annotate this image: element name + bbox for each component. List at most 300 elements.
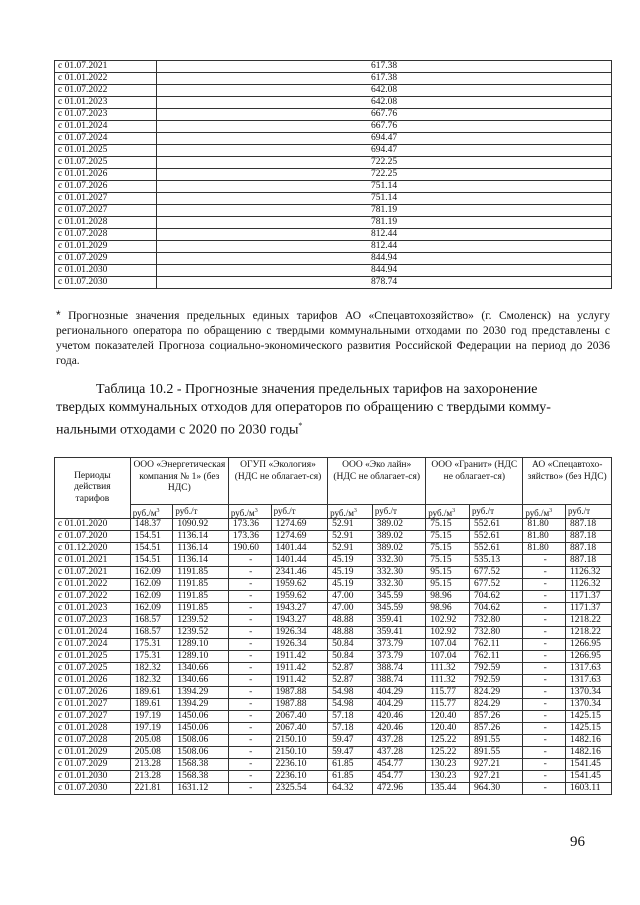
- tariff-value-cell: 1171.37: [566, 603, 612, 615]
- tariff-value-cell: -: [228, 651, 271, 663]
- tariff-value-cell: 52.91: [328, 519, 373, 531]
- tariff-value-cell: 1541.45: [566, 759, 612, 771]
- period-cell: с 01.01.2020: [55, 519, 131, 531]
- period-cell: с 01.07.2021: [55, 61, 157, 73]
- tariff-value-cell: 781.19: [157, 205, 612, 217]
- tariff-value-cell: 1126.32: [566, 567, 612, 579]
- period-cell: с 01.01.2029: [55, 747, 131, 759]
- table-row: [55, 687, 612, 699]
- tariff-value-cell: 2236.10: [271, 759, 328, 771]
- tariff-value-cell: 927.21: [470, 759, 523, 771]
- table-row: [55, 699, 612, 711]
- tariff-value-cell: 1191.85: [173, 591, 228, 603]
- tariff-value-cell: 1401.44: [271, 555, 328, 567]
- tariff-value-cell: 162.09: [130, 603, 173, 615]
- table-row: [55, 97, 612, 109]
- tariff-value-cell: 64.32: [328, 783, 373, 795]
- table-row: [55, 627, 612, 639]
- tariff-value-cell: 81.80: [523, 543, 566, 555]
- tariff-value-cell: 1911.42: [271, 675, 328, 687]
- tariff-value-cell: 857.26: [470, 723, 523, 735]
- tariff-value-cell: -: [228, 759, 271, 771]
- tariff-value-cell: 373.79: [372, 651, 425, 663]
- tariff-value-cell: 57.18: [328, 723, 373, 735]
- tariff-value-cell: 59.47: [328, 747, 373, 759]
- tariff-value-cell: -: [228, 687, 271, 699]
- tariff-value-cell: -: [523, 567, 566, 579]
- tariff-value-cell: 81.80: [523, 519, 566, 531]
- period-cell: с 01.01.2025: [55, 651, 131, 663]
- tariff-value-cell: -: [228, 555, 271, 567]
- tariff-value-cell: -: [523, 783, 566, 795]
- table-row: [55, 205, 612, 217]
- tariff-value-cell: -: [228, 771, 271, 783]
- tariff-value-cell: 173.36: [228, 519, 271, 531]
- tariff-value-cell: 857.26: [470, 711, 523, 723]
- tariff-value-cell: 389.02: [372, 543, 425, 555]
- tariff-value-cell: 420.46: [372, 711, 425, 723]
- caption-line-1: Таблица 10.2 - Прогнозные значения предельных тарифов на захоронение: [96, 382, 538, 397]
- tariff-value-cell: -: [228, 627, 271, 639]
- tariff-value-cell: 197.19: [130, 723, 173, 735]
- period-cell: с 01.07.2025: [55, 663, 131, 675]
- table-row: [55, 109, 612, 121]
- tariff-value-cell: 677.52: [470, 579, 523, 591]
- tariff-value-cell: 102.92: [426, 615, 470, 627]
- tariff-value-cell: 54.98: [328, 687, 373, 699]
- tariff-value-cell: 1959.62: [271, 579, 328, 591]
- period-cell: с 01.01.2024: [55, 121, 157, 133]
- table-row: [55, 61, 612, 73]
- period-cell: с 01.07.2026: [55, 181, 157, 193]
- tariff-value-cell: 1987.88: [271, 699, 328, 711]
- period-cell: с 01.01.2026: [55, 675, 131, 687]
- table-row: [55, 591, 612, 603]
- tariff-value-cell: 388.74: [372, 675, 425, 687]
- tariff-value-cell: -: [523, 603, 566, 615]
- tariff-value-cell: 1394.29: [173, 687, 228, 699]
- period-cell: с 01.01.2030: [55, 265, 157, 277]
- table-row: [55, 543, 612, 555]
- tariff-value-cell: 1274.69: [271, 531, 328, 543]
- tariff-value-cell: 824.29: [470, 687, 523, 699]
- period-cell: с 01.07.2021: [55, 567, 131, 579]
- tariff-value-cell: 1266.95: [566, 651, 612, 663]
- tariff-value-cell: 844.94: [157, 265, 612, 277]
- tariff-value-cell: 182.32: [130, 663, 173, 675]
- footnote-text: Прогнозные значения предельных единых тарифов АО «Спецавтохозяйство» (г. Смоленск) на услугу регионального оператора по обращению с твердыми коммунальными отходами по 2030 год представлены с учетом показателей Прогноза социально-экономического развития Российской Федерации на период до 2036 года.: [56, 310, 610, 367]
- tariff-value-cell: 197.19: [130, 711, 173, 723]
- tariff-value-cell: 732.80: [470, 627, 523, 639]
- tariff-value-cell: 162.09: [130, 579, 173, 591]
- period-cell: с 01.07.2023: [55, 109, 157, 121]
- tariff-value-cell: 148.37: [130, 519, 173, 531]
- tariff-value-cell: 98.96: [426, 591, 470, 603]
- tariff-value-cell: 762.11: [470, 639, 523, 651]
- tariff-value-cell: 891.55: [470, 735, 523, 747]
- tariff-value-cell: 1943.27: [271, 615, 328, 627]
- tariff-value-cell: -: [228, 723, 271, 735]
- tariff-value-cell: 1926.34: [271, 627, 328, 639]
- period-cell: с 01.07.2020: [55, 531, 131, 543]
- tariff-value-cell: 54.98: [328, 699, 373, 711]
- table-row: [55, 735, 612, 747]
- tariff-value-cell: 47.00: [328, 603, 373, 615]
- tariff-value-cell: 824.29: [470, 699, 523, 711]
- tariff-value-cell: 667.76: [157, 121, 612, 133]
- upper-tariff-table: [54, 60, 612, 289]
- tariff-value-cell: 57.18: [328, 711, 373, 723]
- unit-rub-per-ton: руб./т: [470, 505, 523, 519]
- period-cell: с 01.07.2028: [55, 735, 131, 747]
- tariff-value-cell: 75.15: [426, 543, 470, 555]
- table-row: [55, 181, 612, 193]
- table-row: [55, 555, 612, 567]
- period-cell: с 01.01.2027: [55, 193, 157, 205]
- tariff-value-cell: 404.29: [372, 699, 425, 711]
- table-row: [55, 169, 612, 181]
- tariff-value-cell: 48.88: [328, 615, 373, 627]
- period-cell: с 01.07.2029: [55, 253, 157, 265]
- tariff-value-cell: -: [228, 579, 271, 591]
- unit-rub-per-ton: руб./т: [372, 505, 425, 519]
- period-cell: с 01.07.2022: [55, 85, 157, 97]
- table-row: [55, 519, 612, 531]
- tariff-value-cell: 135.44: [426, 783, 470, 795]
- tariff-value-cell: 75.15: [426, 519, 470, 531]
- tariff-value-cell: 52.87: [328, 675, 373, 687]
- table-row: [55, 759, 612, 771]
- tariff-value-cell: -: [228, 663, 271, 675]
- table-row: [55, 85, 612, 97]
- group-header-energy-company: ООО «Энергетическая компания № 1» (без НДС): [130, 458, 228, 505]
- tariff-value-cell: -: [228, 615, 271, 627]
- tariff-value-cell: 1482.16: [566, 735, 612, 747]
- group-header-eko-line: ООО «Эко лайн» (НДС не облагает-ся): [328, 458, 426, 505]
- tariff-value-cell: 1317.63: [566, 675, 612, 687]
- tariff-value-cell: 75.15: [426, 531, 470, 543]
- tariff-value-cell: 1425.15: [566, 723, 612, 735]
- tariff-value-cell: 388.74: [372, 663, 425, 675]
- tariff-value-cell: 2067.40: [271, 723, 328, 735]
- tariff-value-cell: 50.84: [328, 639, 373, 651]
- tariff-value-cell: -: [228, 675, 271, 687]
- tariff-value-cell: 111.32: [426, 675, 470, 687]
- table-row: [55, 193, 612, 205]
- tariff-value-cell: 404.29: [372, 687, 425, 699]
- tariff-value-cell: 373.79: [372, 639, 425, 651]
- tariff-value-cell: 1171.37: [566, 591, 612, 603]
- table-row: [55, 121, 612, 133]
- table-row: [55, 603, 612, 615]
- tariff-value-cell: 1218.22: [566, 627, 612, 639]
- period-cell: с 01.01.2028: [55, 723, 131, 735]
- tariff-value-cell: -: [523, 615, 566, 627]
- tariff-value-cell: 2325.54: [271, 783, 328, 795]
- tariff-value-cell: 345.59: [372, 591, 425, 603]
- unit-rub-per-m3: $руб./м^3$: [523, 505, 566, 519]
- tariff-value-cell: 81.80: [523, 531, 566, 543]
- tariff-value-cell: 1603.11: [566, 783, 612, 795]
- tariff-value-cell: -: [228, 711, 271, 723]
- tariff-value-cell: 677.52: [470, 567, 523, 579]
- tariff-value-cell: 1394.29: [173, 699, 228, 711]
- period-cell: с 01.01.2030: [55, 771, 131, 783]
- table-row: [55, 133, 612, 145]
- period-cell: с 01.07.2024: [55, 133, 157, 145]
- period-cell: с 01.07.2029: [55, 759, 131, 771]
- tariff-value-cell: 175.31: [130, 639, 173, 651]
- tariff-value-cell: -: [523, 627, 566, 639]
- table-row: [55, 711, 612, 723]
- tariff-value-cell: 189.61: [130, 687, 173, 699]
- tariff-value-cell: 190.60: [228, 543, 271, 555]
- tariff-value-cell: 1090.92: [173, 519, 228, 531]
- tariff-value-cell: 722.25: [157, 169, 612, 181]
- tariff-value-cell: -: [523, 687, 566, 699]
- tariff-value-cell: -: [523, 771, 566, 783]
- tariff-value-cell: 162.09: [130, 591, 173, 603]
- tariff-value-cell: 168.57: [130, 627, 173, 639]
- tariff-value-cell: 52.91: [328, 543, 373, 555]
- tariff-value-cell: 1126.32: [566, 579, 612, 591]
- table-row: [55, 771, 612, 783]
- period-cell: с 01.01.2026: [55, 169, 157, 181]
- table-row: [55, 217, 612, 229]
- tariff-value-cell: 45.19: [328, 579, 373, 591]
- tariff-value-cell: 107.04: [426, 651, 470, 663]
- tariff-value-cell: -: [228, 747, 271, 759]
- tariff-value-cell: 617.38: [157, 61, 612, 73]
- tariff-value-cell: 2067.40: [271, 711, 328, 723]
- table-row: [55, 157, 612, 169]
- disposal-tariff-table: [54, 457, 612, 795]
- tariff-value-cell: 61.85: [328, 771, 373, 783]
- tariff-value-cell: 1289.10: [173, 651, 228, 663]
- tariff-value-cell: 1568.38: [173, 771, 228, 783]
- tariff-value-cell: 1239.52: [173, 615, 228, 627]
- tariff-value-cell: 1239.52: [173, 627, 228, 639]
- period-cell: с 01.01.2029: [55, 241, 157, 253]
- tariff-value-cell: 75.15: [426, 555, 470, 567]
- table-row: [55, 265, 612, 277]
- tariff-value-cell: -: [523, 747, 566, 759]
- caption-line-3: нальными отходами с 2020 по 2030 годы*: [56, 421, 303, 438]
- tariff-value-cell: 1289.10: [173, 639, 228, 651]
- tariff-value-cell: 1482.16: [566, 747, 612, 759]
- group-header-ekologiya: ОГУП «Экология» (НДС не облагает-ся): [228, 458, 327, 505]
- tariff-value-cell: 751.14: [157, 193, 612, 205]
- tariff-value-cell: 52.91: [328, 531, 373, 543]
- period-cell: с 01.07.2022: [55, 591, 131, 603]
- tariff-value-cell: 454.77: [372, 759, 425, 771]
- tariff-value-cell: 50.84: [328, 651, 373, 663]
- tariff-value-cell: 844.94: [157, 253, 612, 265]
- tariff-value-cell: 130.23: [426, 759, 470, 771]
- table-row: [55, 73, 612, 85]
- tariff-value-cell: 1340.66: [173, 663, 228, 675]
- group-header-row: [55, 458, 612, 505]
- period-cell: с 01.01.2022: [55, 579, 131, 591]
- tariff-value-cell: 812.44: [157, 229, 612, 241]
- tariff-value-cell: 762.11: [470, 651, 523, 663]
- tariff-value-cell: 1911.42: [271, 651, 328, 663]
- tariff-value-cell: 535.13: [470, 555, 523, 567]
- tariff-value-cell: 359.41: [372, 615, 425, 627]
- tariff-value-cell: 359.41: [372, 627, 425, 639]
- period-cell: с 01.07.2027: [55, 205, 157, 217]
- tariff-value-cell: 345.59: [372, 603, 425, 615]
- tariff-value-cell: 878.74: [157, 277, 612, 289]
- table-row: [55, 675, 612, 687]
- tariff-value-cell: -: [228, 591, 271, 603]
- table-row: [55, 615, 612, 627]
- tariff-value-cell: 1450.06: [173, 711, 228, 723]
- tariff-value-cell: 389.02: [372, 519, 425, 531]
- period-cell: с 01.01.2022: [55, 73, 157, 85]
- tariff-value-cell: 1218.22: [566, 615, 612, 627]
- tariff-value-cell: 154.51: [130, 543, 173, 555]
- tariff-value-cell: 45.19: [328, 567, 373, 579]
- unit-rub-per-m3: $руб./м^3$: [228, 505, 271, 519]
- tariff-value-cell: -: [228, 699, 271, 711]
- tariff-value-cell: 1370.34: [566, 699, 612, 711]
- tariff-value-cell: -: [228, 783, 271, 795]
- period-cell: с 01.01.2024: [55, 627, 131, 639]
- tariff-value-cell: 213.28: [130, 771, 173, 783]
- tariff-value-cell: 154.51: [130, 531, 173, 543]
- table-row: [55, 531, 612, 543]
- tariff-value-cell: 694.47: [157, 145, 612, 157]
- unit-rub-per-m3: $руб./м^3$: [130, 505, 173, 519]
- tariff-value-cell: -: [523, 735, 566, 747]
- period-cell: с 01.07.2023: [55, 615, 131, 627]
- tariff-value-cell: -: [523, 591, 566, 603]
- tariff-value-cell: 437.28: [372, 735, 425, 747]
- period-cell: с 01.07.2027: [55, 711, 131, 723]
- unit-rub-per-ton: руб./т: [271, 505, 328, 519]
- table-row: [55, 229, 612, 241]
- tariff-value-cell: 48.88: [328, 627, 373, 639]
- tariff-value-cell: 812.44: [157, 241, 612, 253]
- tariff-value-cell: 1568.38: [173, 759, 228, 771]
- period-cell: с 01.07.2028: [55, 229, 157, 241]
- tariff-value-cell: 1317.63: [566, 663, 612, 675]
- tariff-value-cell: -: [523, 639, 566, 651]
- tariff-value-cell: 47.00: [328, 591, 373, 603]
- tariff-value-cell: 1191.85: [173, 567, 228, 579]
- table-row: [55, 651, 612, 663]
- period-cell: с 01.01.2023: [55, 97, 157, 109]
- tariff-value-cell: 95.15: [426, 567, 470, 579]
- tariff-value-cell: 751.14: [157, 181, 612, 193]
- table-row: [55, 783, 612, 795]
- tariff-value-cell: 1370.34: [566, 687, 612, 699]
- period-cell: с 01.01.2023: [55, 603, 131, 615]
- period-cell: с 01.01.2028: [55, 217, 157, 229]
- tariff-value-cell: -: [523, 579, 566, 591]
- group-header-spetsavtokhozyaystvo: АО «Спецавтохо-зяйство» (без НДС): [523, 458, 612, 505]
- tariff-value-cell: 154.51: [130, 555, 173, 567]
- tariff-value-cell: -: [523, 663, 566, 675]
- tariff-value-cell: 175.31: [130, 651, 173, 663]
- table-row: [55, 723, 612, 735]
- tariff-value-cell: 1508.06: [173, 747, 228, 759]
- tariff-value-cell: 552.61: [470, 519, 523, 531]
- tariff-value-cell: 205.08: [130, 747, 173, 759]
- tariff-value-cell: 130.23: [426, 771, 470, 783]
- tariff-value-cell: -: [523, 699, 566, 711]
- tariff-value-cell: 552.61: [470, 543, 523, 555]
- tariff-value-cell: 332.30: [372, 555, 425, 567]
- tariff-value-cell: 667.76: [157, 109, 612, 121]
- tariff-value-cell: 332.30: [372, 567, 425, 579]
- tariff-value-cell: 1987.88: [271, 687, 328, 699]
- page-number: 96: [570, 834, 585, 850]
- tariff-value-cell: 891.55: [470, 747, 523, 759]
- period-cell: с 01.07.2025: [55, 157, 157, 169]
- footnote: [56, 308, 610, 369]
- tariff-value-cell: 332.30: [372, 579, 425, 591]
- tariff-value-cell: 1508.06: [173, 735, 228, 747]
- tariff-value-cell: 1191.85: [173, 603, 228, 615]
- group-header-granit: ООО «Гранит» (НДС не облагает-ся): [426, 458, 523, 505]
- tariff-value-cell: 59.47: [328, 735, 373, 747]
- tariff-value-cell: 694.47: [157, 133, 612, 145]
- tariff-value-cell: 45.19: [328, 555, 373, 567]
- table-row: [55, 639, 612, 651]
- period-cell: с 01.01.2021: [55, 555, 131, 567]
- unit-rub-per-ton: руб./т: [566, 505, 612, 519]
- tariff-value-cell: 125.22: [426, 747, 470, 759]
- tariff-value-cell: 887.18: [566, 519, 612, 531]
- table-row: [55, 241, 612, 253]
- tariff-value-cell: 173.36: [228, 531, 271, 543]
- tariff-value-cell: 1340.66: [173, 675, 228, 687]
- tariff-value-cell: -: [228, 603, 271, 615]
- tariff-value-cell: 1401.44: [271, 543, 328, 555]
- tariff-value-cell: 1943.27: [271, 603, 328, 615]
- tariff-value-cell: 1425.15: [566, 711, 612, 723]
- tariff-value-cell: 887.18: [566, 555, 612, 567]
- tariff-value-cell: 1631.12: [173, 783, 228, 795]
- table-row: [55, 747, 612, 759]
- tariff-value-cell: 111.32: [426, 663, 470, 675]
- tariff-value-cell: 1136.14: [173, 543, 228, 555]
- tariff-value-cell: 115.77: [426, 687, 470, 699]
- tariff-value-cell: 2341.46: [271, 567, 328, 579]
- tariff-value-cell: 1191.85: [173, 579, 228, 591]
- table-row: [55, 277, 612, 289]
- tariff-value-cell: 1274.69: [271, 519, 328, 531]
- table-caption: [56, 381, 610, 440]
- tariff-value-cell: 2236.10: [271, 771, 328, 783]
- period-cell: с 01.07.2030: [55, 783, 131, 795]
- tariff-value-cell: 189.61: [130, 699, 173, 711]
- tariff-value-cell: 1450.06: [173, 723, 228, 735]
- period-cell: с 01.12.2020: [55, 543, 131, 555]
- tariff-value-cell: 437.28: [372, 747, 425, 759]
- unit-rub-per-m3: $руб./м^3$: [328, 505, 373, 519]
- tariff-value-cell: 205.08: [130, 735, 173, 747]
- tariff-value-cell: 120.40: [426, 711, 470, 723]
- tariff-value-cell: 704.62: [470, 603, 523, 615]
- tariff-value-cell: 120.40: [426, 723, 470, 735]
- tariff-value-cell: 98.96: [426, 603, 470, 615]
- tariff-value-cell: 1959.62: [271, 591, 328, 603]
- tariff-value-cell: 125.22: [426, 735, 470, 747]
- tariff-value-cell: 732.80: [470, 615, 523, 627]
